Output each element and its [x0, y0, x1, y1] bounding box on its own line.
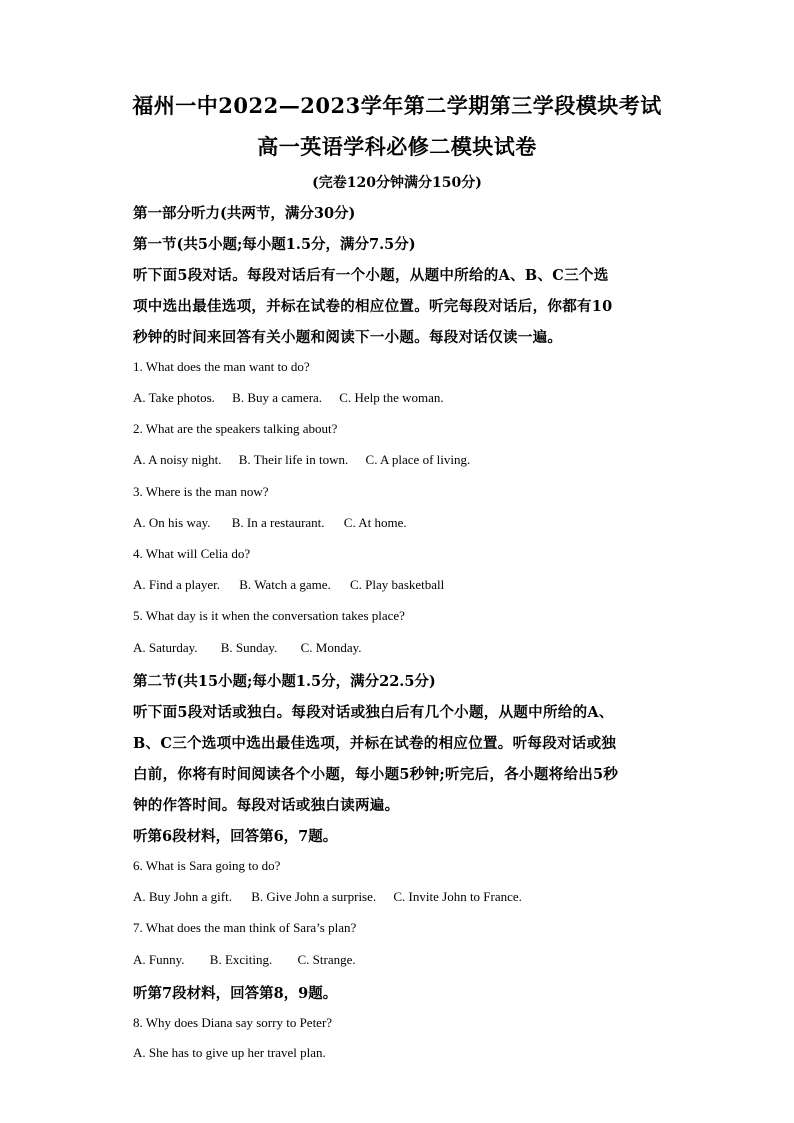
option-c: C. Strange.	[297, 952, 356, 967]
material-6-heading: 听第6段材料，回答第6，7题。	[133, 828, 338, 845]
option-b: B. Sunday.	[220, 640, 278, 655]
question-8: 8. Why does Diana say sorry to Peter?	[133, 1015, 333, 1030]
option-b: B. Buy a camera.	[232, 390, 323, 405]
section2-instruction-line: 听下面5段对话或独白。每段对话或独白后有几个小题，从题中所给的A、	[133, 704, 614, 721]
option-c: C. Monday.	[300, 640, 362, 655]
option-a: A. A noisy night.	[133, 452, 222, 467]
option-c: C. A place of living.	[365, 452, 471, 467]
option-c: C. At home.	[343, 515, 407, 530]
question-4: 4. What will Celia do?	[133, 546, 251, 561]
section1-instruction-line: 秒钟的时间来回答有关小题和阅读下一小题。每段对话仅读一遍。	[133, 329, 563, 346]
option-c: C. Invite John to France.	[393, 889, 522, 904]
question-7-options	[133, 952, 356, 968]
question-1-options	[133, 390, 444, 406]
option-a: A. Saturday.	[133, 640, 198, 655]
material-7-heading: 听第7段材料，回答第8，9题。	[133, 985, 338, 1002]
option-a: A. Take photos.	[133, 390, 215, 405]
section2-instruction-line: 白前，你将有时间阅读各个小题，每小题5秒钟;听完后，各小题将给出5秒	[133, 766, 619, 783]
option-b: B. Watch a game.	[239, 577, 331, 592]
question-6: 6. What is Sara going to do?	[133, 858, 281, 873]
option-c: C. Play basketball	[350, 577, 445, 592]
section1-heading: 第一节(共5小题;每小题1.5分，满分7.5分)	[133, 236, 416, 253]
option-b: B. Their life in town.	[238, 452, 349, 467]
section2-heading: 第二节(共15小题;每小题1.5分，满分22.5分)	[133, 673, 436, 690]
option-a: A. On his way.	[133, 515, 211, 530]
question-1: 1. What does the man want to do?	[133, 359, 310, 374]
question-6-options	[133, 889, 522, 905]
option-a: A. Buy John a gift.	[133, 889, 232, 904]
question-3-options	[133, 515, 407, 531]
question-2-options	[133, 452, 470, 468]
question-7: 7. What does the man think of Sara’s plan?	[133, 920, 357, 935]
exam-title: 福州一中2022—2023学年第二学期第三学段模块考试	[132, 93, 662, 118]
section1-instruction-line: 听下面5段对话。每段对话后有一个小题，从题中所给的A、B、C三个选	[133, 267, 609, 284]
question-5: 5. What day is it when the conversation takes place?	[133, 608, 405, 623]
option-b: B. Exciting.	[209, 952, 273, 967]
section1-instruction-line: 项中选出最佳选项，并标在试卷的相应位置。听完每段对话后，你都有10	[133, 298, 613, 315]
question-5-options	[133, 640, 362, 656]
option-a: A. Find a player.	[133, 577, 221, 592]
part1-heading: 第一部分听力(共两节，满分30分)	[133, 205, 356, 222]
option-c: C. Help the woman.	[339, 390, 444, 405]
question-4-options	[133, 577, 444, 593]
option-a: A. Funny.	[133, 952, 185, 967]
option-b: B. Give John a surprise.	[251, 889, 377, 904]
question-3: 3. Where is the man now?	[133, 484, 269, 499]
section2-instruction-line: 钟的作答时间。每段对话或独白读两遍。	[133, 797, 400, 814]
exam-time-score-note: (完卷120分钟满分150分)	[312, 175, 482, 191]
question-2: 2. What are the speakers talking about?	[133, 421, 338, 436]
section2-instruction-line: B、C三个选项中选出最佳选项，并标在试卷的相应位置。听每段对话或独	[133, 735, 617, 752]
option-b: B. In a restaurant.	[231, 515, 325, 530]
exam-subject-title: 高一英语学科必修二模块试卷	[257, 134, 537, 159]
question-8-option-a: A. She has to give up her travel plan.	[133, 1045, 326, 1060]
